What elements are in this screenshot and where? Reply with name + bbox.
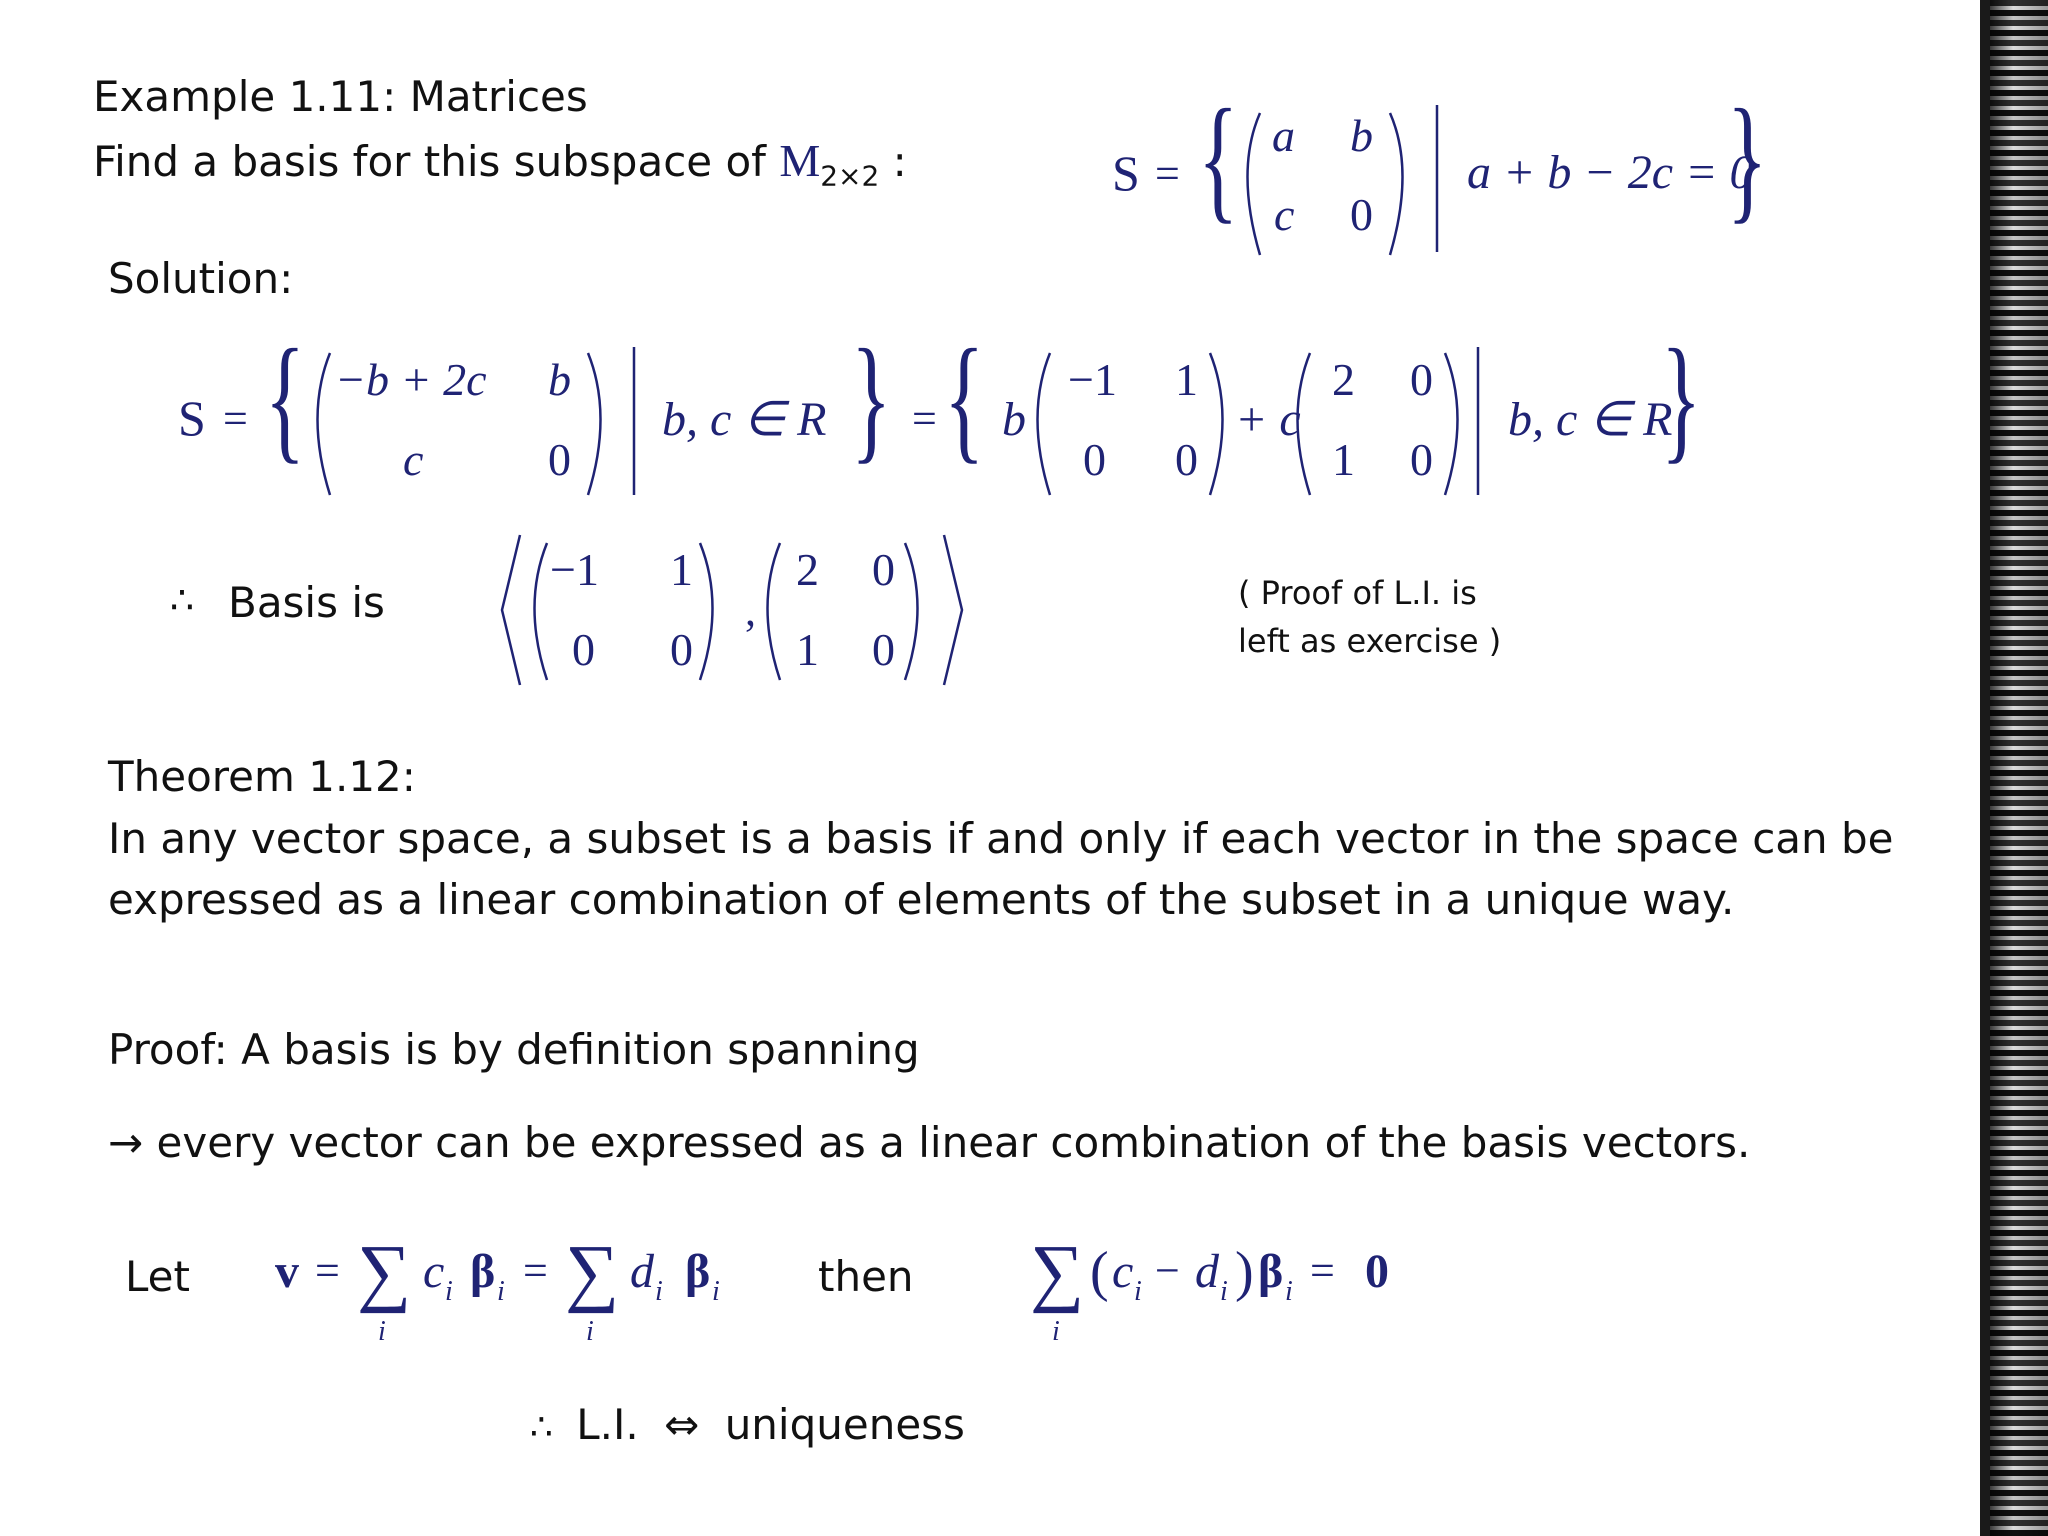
basis-open-angle — [502, 535, 520, 685]
sol-a21: 0 — [1083, 434, 1106, 485]
sol-a-right-paren — [1210, 353, 1223, 495]
eq1-beta-2: β — [685, 1245, 711, 1298]
conclusion-therefore: ∴ — [530, 1407, 553, 1448]
slide-edge-decoration — [1980, 0, 2048, 1536]
sol-plus-c: + c — [1235, 393, 1301, 446]
basis-a12: 1 — [670, 544, 693, 595]
solution-expression — [170, 320, 1730, 505]
sol-m21: c — [403, 434, 424, 485]
basis-b11: 2 — [796, 544, 819, 595]
proof-let: Let — [125, 1252, 190, 1301]
sol-close-brace-1: } — [851, 320, 892, 476]
example-heading: Example 1.11: Matrices — [93, 72, 588, 121]
sol-a11: −1 — [1068, 354, 1117, 405]
sol-s: S — [178, 390, 206, 446]
sol-open-brace-2: { — [943, 320, 985, 476]
set-close-brace: } — [1727, 80, 1768, 236]
conclusion-word: uniqueness — [724, 1400, 965, 1449]
basis-b-right-paren — [905, 543, 918, 680]
sol-b12: 0 — [1410, 354, 1433, 405]
eq2-open-paren: ( — [1090, 1241, 1109, 1303]
set-c: c — [1274, 189, 1295, 240]
basis-a-left-paren — [535, 543, 548, 680]
basis-close-angle — [944, 535, 962, 685]
basis-comma: , — [745, 586, 756, 635]
sol-a22: 0 — [1175, 434, 1198, 485]
eq2-beta-sub: i — [1285, 1276, 1293, 1307]
proof-then: then — [818, 1252, 914, 1301]
basis-note-line-2: left as exercise ) — [1238, 622, 1502, 660]
sol-m11: −b + 2c — [335, 354, 487, 405]
eq1-eq-1: = — [315, 1246, 340, 1295]
set-open-brace: { — [1198, 80, 1239, 236]
proof-line-2: → every vector can be expressed as a linear combination of the basis vectors. — [108, 1118, 1751, 1167]
set-a: a — [1272, 110, 1295, 161]
eq2-beta: β — [1258, 1245, 1284, 1298]
eq2-close-paren: ) — [1235, 1241, 1254, 1303]
sol-a-left-paren — [1038, 353, 1051, 495]
eq2-d-sub: i — [1220, 1276, 1228, 1307]
task-text: Find a basis for this subspace of — [93, 137, 780, 186]
conclusion — [530, 1400, 965, 1449]
conclusion-iff: ⇔ — [664, 1400, 700, 1449]
eq1-eq-2: = — [523, 1246, 548, 1295]
set-matrix-right-paren — [1390, 113, 1403, 255]
basis-a21: 0 — [572, 624, 595, 675]
eq1-sigma-1: ∑ — [357, 1230, 412, 1314]
basis-b-left-paren — [768, 543, 781, 680]
sol-open-brace-1: { — [264, 320, 306, 476]
set-condition: a + b − 2c = 0 — [1467, 146, 1754, 199]
sol-b21: 1 — [1332, 434, 1355, 485]
eq1-d-sub: i — [655, 1276, 663, 1307]
sol-cond-2: b, c ∈ R — [1508, 393, 1673, 446]
sol-m-left-paren — [318, 353, 331, 495]
eq1-beta-1-sub: i — [497, 1276, 505, 1307]
theorem-line-1: In any vector space, a subset is a basis if and only if each vector in the space can be — [108, 814, 1894, 863]
eq2-c: c — [1112, 1245, 1134, 1298]
sol-m-right-paren — [588, 353, 601, 495]
set-zero: 0 — [1350, 189, 1373, 240]
eq1-v: v — [275, 1245, 299, 1298]
basis-b22: 0 — [872, 624, 895, 675]
eq2-sigma: ∑ — [1030, 1230, 1085, 1314]
set-matrix-left-paren — [1248, 113, 1261, 255]
sol-cond-1: b, c ∈ R — [662, 393, 827, 446]
basis-label: Basis is — [228, 578, 385, 627]
basis-a11: −1 — [550, 544, 599, 595]
eq2-c-sub: i — [1134, 1276, 1142, 1307]
set-eq: = — [1155, 149, 1180, 198]
basis-expression — [490, 525, 990, 695]
task-space-m: M — [779, 135, 821, 186]
example-task — [93, 134, 907, 192]
conclusion-li: L.I. — [576, 1400, 639, 1449]
task-colon: : — [879, 137, 907, 186]
basis-a-right-paren — [700, 543, 713, 680]
sol-m12: b — [548, 354, 571, 405]
eq1-sub-i-2: i — [586, 1316, 594, 1347]
sol-close-brace-2: } — [1661, 320, 1702, 476]
theorem-title: Theorem 1.12: — [108, 752, 416, 801]
sol-m22: 0 — [548, 434, 571, 485]
set-definition — [1100, 80, 1800, 265]
basis-a22: 0 — [670, 624, 693, 675]
eq1-sigma-2: ∑ — [565, 1230, 620, 1314]
proof-equation-1 — [275, 1225, 755, 1355]
eq2-d: d — [1195, 1245, 1219, 1298]
sol-coef-b: b — [1002, 393, 1026, 446]
sol-bm-right-paren — [1445, 353, 1458, 495]
basis-therefore: ∴ — [170, 578, 195, 622]
eq1-c-sub: i — [445, 1276, 453, 1307]
basis-b21: 1 — [796, 624, 819, 675]
theorem-line-2: expressed as a linear combination of elements of the subset in a unique way. — [108, 875, 1735, 924]
proof-equation-2 — [1030, 1225, 1410, 1355]
eq1-beta-1: β — [470, 1245, 496, 1298]
eq2-minus: − — [1155, 1246, 1180, 1295]
sol-b11: 2 — [1332, 354, 1355, 405]
eq2-zero: 0 — [1365, 1245, 1389, 1298]
eq1-beta-2-sub: i — [712, 1276, 720, 1307]
eq1-sub-i-1: i — [378, 1316, 386, 1347]
sol-eq: = — [223, 394, 248, 443]
basis-b12: 0 — [872, 544, 895, 595]
eq2-sub-i: i — [1052, 1316, 1060, 1347]
sol-eq-2: = — [912, 394, 937, 443]
sol-b22: 0 — [1410, 434, 1433, 485]
set-s: S — [1112, 145, 1140, 201]
proof-line-1: Proof: A basis is by definition spanning — [108, 1025, 920, 1074]
basis-note-line-1: ( Proof of L.I. is — [1238, 574, 1477, 612]
solution-label: Solution: — [108, 254, 294, 303]
eq1-c: c — [423, 1245, 445, 1298]
eq1-d: d — [630, 1245, 654, 1298]
eq2-eq: = — [1310, 1246, 1335, 1295]
task-space-sub: 2×2 — [820, 159, 880, 193]
set-b: b — [1350, 110, 1373, 161]
sol-a12: 1 — [1175, 354, 1198, 405]
